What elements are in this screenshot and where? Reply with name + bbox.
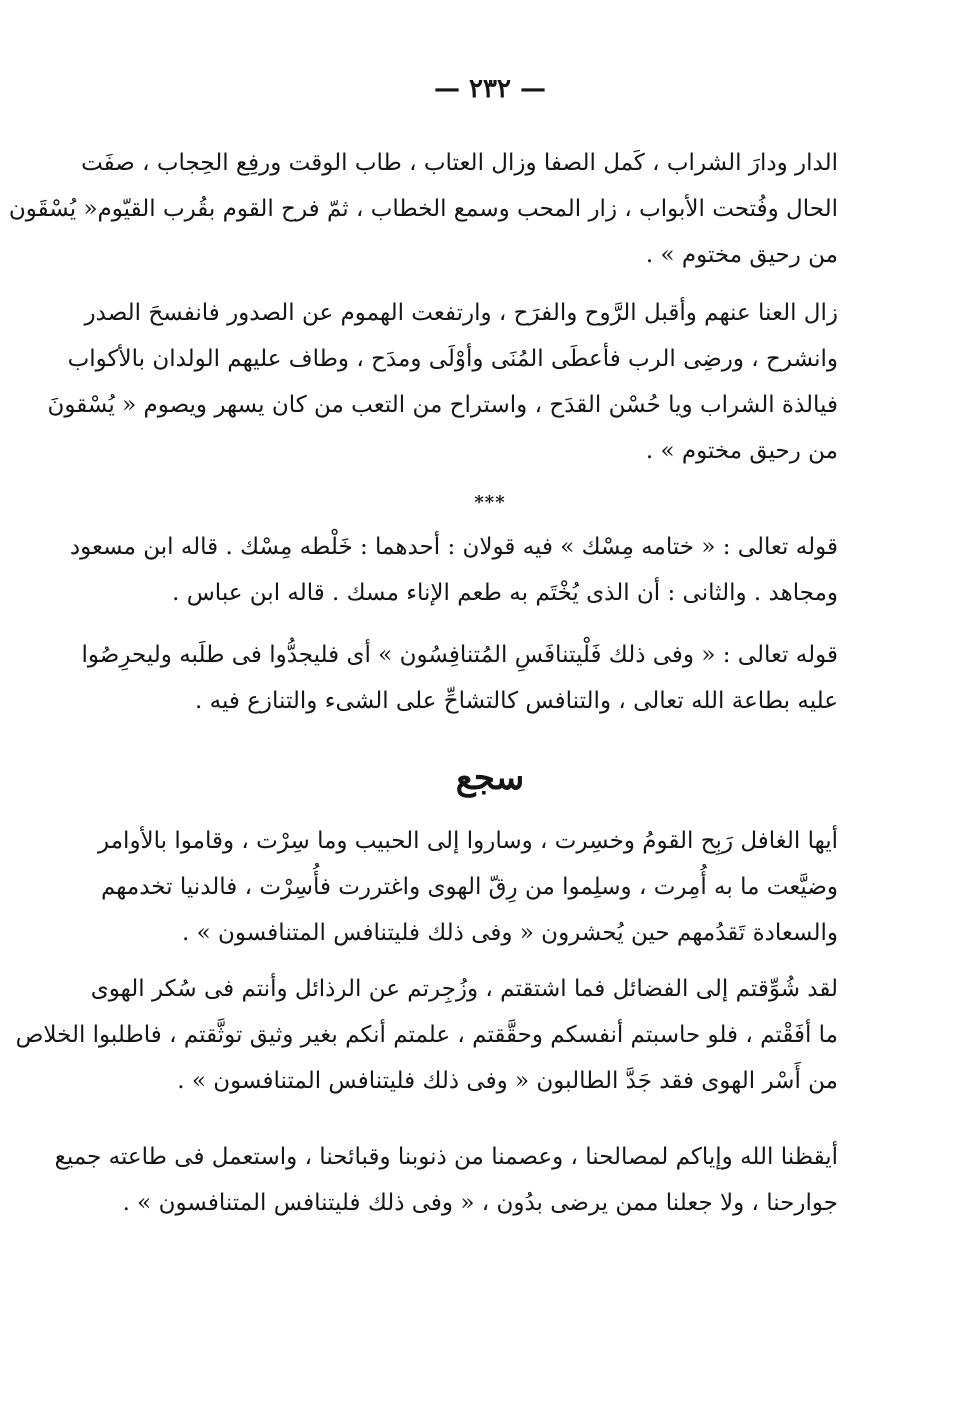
text-line: جوارحنا ، ولا جعلنا ممن يرضى بدُون ، « وفى ذلك فليتنافس المتنافسون » . xyxy=(122,1190,838,1216)
page-number: — ٢٣٢ — xyxy=(433,74,547,104)
text-line: من أَسْر الهوى فقد جَدَّ الطالبون « وفى ذلك فليتنافس المتنافسون » . xyxy=(177,1068,838,1094)
text-line: عليه بطاعة الله تعالى ، والتنافس كالتشاحِّ على الشىء والتنازع فيه . xyxy=(194,688,838,714)
paragraph-6 xyxy=(15,966,838,1104)
text-line: قوله تعالى : « ختامه مِسْك » فيه قولان : أحدهما : خَلْطه مِسْك . قاله ابن مسعود xyxy=(69,534,838,560)
paragraph-7 xyxy=(54,1134,838,1226)
paragraph-5 xyxy=(98,818,838,956)
section-separator: *** xyxy=(474,492,506,513)
text-line: أيها الغافل رَبِح القومُ وخسِرت ، وساروا إلى الحبيب وما سِرْت ، وقاموا بالأوامر xyxy=(98,828,838,854)
text-line: الحال وفُتحت الأبواب ، زار المحب وسمع الخطاب ، ثمّ فرح القوم بقُرب القيّوم« يُسْقَون xyxy=(8,196,838,222)
text-line: من رحيق مختوم » . xyxy=(645,242,838,268)
text-line: من رحيق مختوم » . xyxy=(645,438,838,464)
text-line: وضيَّعت ما به أُمِرت ، وسلِموا من رِقّ الهوى واغتررت فأُسِرْت ، فالدنيا تخدمهم xyxy=(101,874,838,900)
text-line: ومجاهد . والثانى : أن الذى يُخْتَم به طعم الإناء مسك . قاله ابن عباس . xyxy=(172,580,838,606)
text-line: والسعادة تَقدُمهم حين يُحشرون « وفى ذلك فليتنافس المتنافسون » . xyxy=(182,920,838,946)
text-line: قوله تعالى : « وفى ذلك فَلْيتنافَسِ المُتنافِسُون » أى فليجدُّوا فى طلَبه وليحرِصُوا xyxy=(81,642,838,668)
text-line: أيقظنا الله وإياكم لمصالحنا ، وعصمنا من ذنوبنا وقبائحنا ، واستعمل فى طاعته جميع xyxy=(54,1144,838,1170)
section-heading: سجع xyxy=(455,758,525,798)
text-line: فيالذة الشراب ويا حُسْن القدَح ، واستراح من التعب من كان يسهر ويصوم « يُسْقونَ xyxy=(47,392,838,418)
paragraph-4 xyxy=(81,632,838,724)
text-line: لقد شُوِّقتم إلى الفضائل فما اشتقتم ، وزُجِرتم عن الرذائل وأنتم فى سُكر الهوى xyxy=(90,976,838,1002)
paragraph-3 xyxy=(69,524,838,616)
paragraph-1 xyxy=(8,140,838,278)
text-line: وانشرح ، ورضِى الرب فأعطَى المُنَى وأوْلَى ومدَح ، وطاف عليهم الولدان بالأكواب xyxy=(67,346,838,372)
paragraph-2 xyxy=(47,290,838,474)
text-line: الدار ودارَ الشراب ، كَمل الصفا وزال العتاب ، طاب الوقت ورفِع الحِجاب ، صفَت xyxy=(81,150,838,176)
text-line: ما أفَقْتم ، فلو حاسبتم أنفسكم وحقَّقتم ، علمتم أنكم بغير وثيق توثَّقتم ، فاطلبوا الخلاص xyxy=(15,1022,838,1048)
text-line: زال العنا عنهم وأقبل الرَّوح والفرَح ، وارتفعت الهموم عن الصدور فانفسحَ الصدر xyxy=(84,300,838,326)
